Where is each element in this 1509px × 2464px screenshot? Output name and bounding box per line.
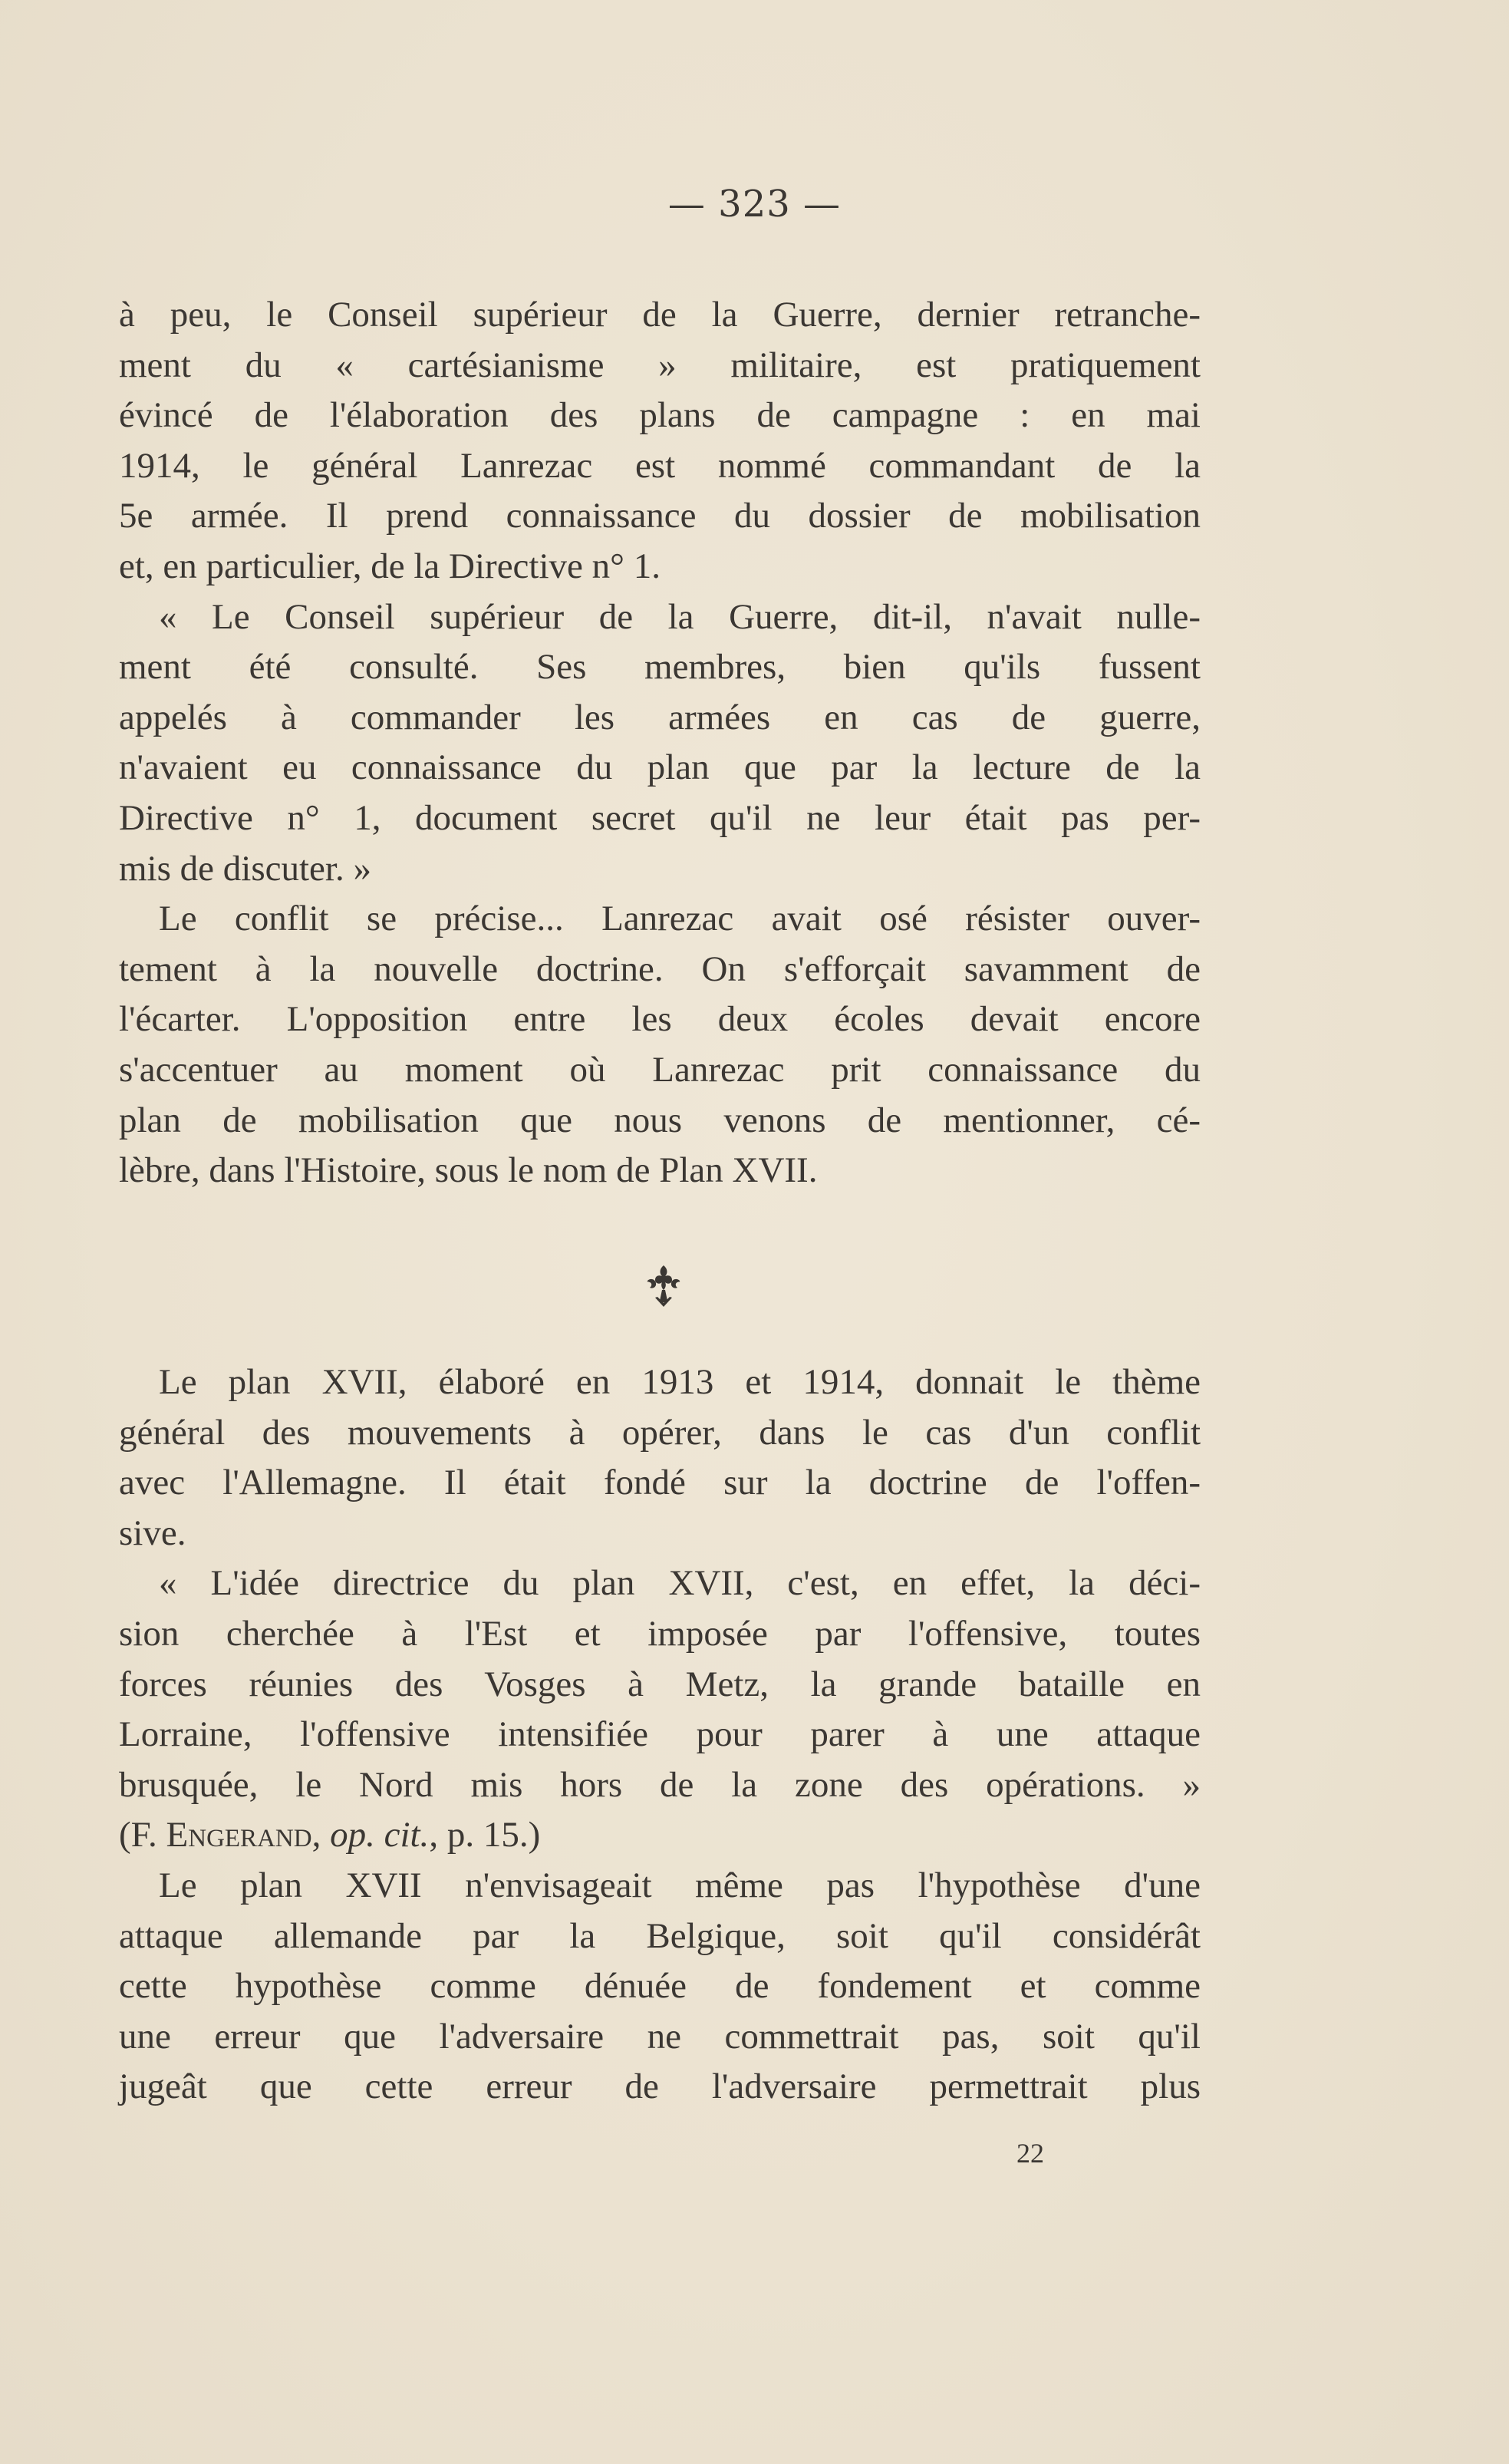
signature-mark: 22 <box>1016 2138 1044 2169</box>
text-line: Le plan XVII n'envisageait même pas l'hypothèse d'une <box>159 1865 1201 1905</box>
text-line: Lorraine, l'offensive intensifiée pour parer à une attaque <box>119 1714 1201 1755</box>
text-line: ment du « cartésianisme » militaire, est pratiquement <box>119 345 1201 385</box>
text-line: brusquée, le Nord mis hors de la zone des opérations. » <box>119 1764 1201 1805</box>
text-line: n'avaient eu connaissance du plan que par la lecture de la <box>119 747 1201 788</box>
text-line: et, en particulier, de la Directive n° 1. <box>119 546 661 586</box>
text-block-top <box>119 290 1201 1196</box>
citation-sep: , <box>311 1815 331 1855</box>
text-line: cette hypothèse comme dénuée de fondement et comme <box>119 1966 1201 2007</box>
text-line: sion cherchée à l'Est et imposée par l'offensive, toutes <box>119 1613 1201 1654</box>
text-line: évincé de l'élaboration des plans de campagne : en mai <box>119 395 1201 436</box>
text-line: s'accentuer au moment où Lanrezac prit connaissance du <box>119 1049 1201 1090</box>
text-line: forces réunies des Vosges à Metz, la grande bataille en <box>119 1664 1201 1704</box>
citation-page: , p. 15.) <box>429 1815 541 1855</box>
citation-work: op. cit. <box>330 1815 430 1855</box>
citation-open: (F. <box>119 1815 166 1855</box>
text-line: une erreur que l'adversaire ne commettrait pas, soit qu'il <box>119 2016 1201 2057</box>
text-line: lèbre, dans l'Histoire, sous le nom de Plan XVII. <box>119 1150 818 1191</box>
text-line: 1914, le général Lanrezac est nommé commandant de la <box>119 445 1201 486</box>
text-line: « Le Conseil supérieur de la Guerre, dit-il, n'avait nulle- <box>159 596 1201 637</box>
text-line: l'écarter. L'opposition entre les deux écoles devait encore <box>119 999 1201 1040</box>
text-line: « L'idée directrice du plan XVII, c'est, en effet, la déci- <box>159 1563 1201 1604</box>
text-line: appelés à commander les armées en cas de guerre, <box>119 697 1201 737</box>
text-line: tement à la nouvelle doctrine. On s'efforçait savamment de <box>119 948 1201 989</box>
text-block-bottom <box>119 1357 1201 2113</box>
text-line: 5e armée. Il prend connaissance du dossier de mobilisation <box>119 496 1201 536</box>
text-line: ment été consulté. Ses membres, bien qu'ils fussent <box>119 647 1201 688</box>
text-line: Le plan XVII, élaboré en 1913 et 1914, donnait le thème <box>159 1362 1201 1402</box>
citation-author: Engerand <box>166 1815 312 1855</box>
text-line: sive. <box>119 1512 186 1553</box>
text-line: mis de discuter. » <box>119 848 371 889</box>
text-line: plan de mobilisation que nous venons de mentionner, cé- <box>119 1100 1201 1140</box>
text-line: Le conflit se précise... Lanrezac avait osé résister ouver- <box>159 899 1201 939</box>
page-number: — 323 — <box>667 183 842 226</box>
text-line: général des mouvements à opérer, dans le cas d'un conflit <box>119 1412 1201 1453</box>
text-line: jugeât que cette erreur de l'adversaire permettrait plus <box>119 2067 1201 2107</box>
text-line: à peu, le Conseil supérieur de la Guerre, dernier retranche- <box>119 295 1201 335</box>
text-line: Directive n° 1, document secret qu'il ne leur était pas per- <box>119 797 1201 838</box>
text-line: attaque allemande par la Belgique, soit qu'il considérât <box>119 1915 1201 1956</box>
citation-line <box>119 1810 1201 1861</box>
text-line: avec l'Allemagne. Il était fondé sur la doctrine de l'offen- <box>119 1463 1201 1503</box>
fleuron-icon <box>637 1261 690 1314</box>
